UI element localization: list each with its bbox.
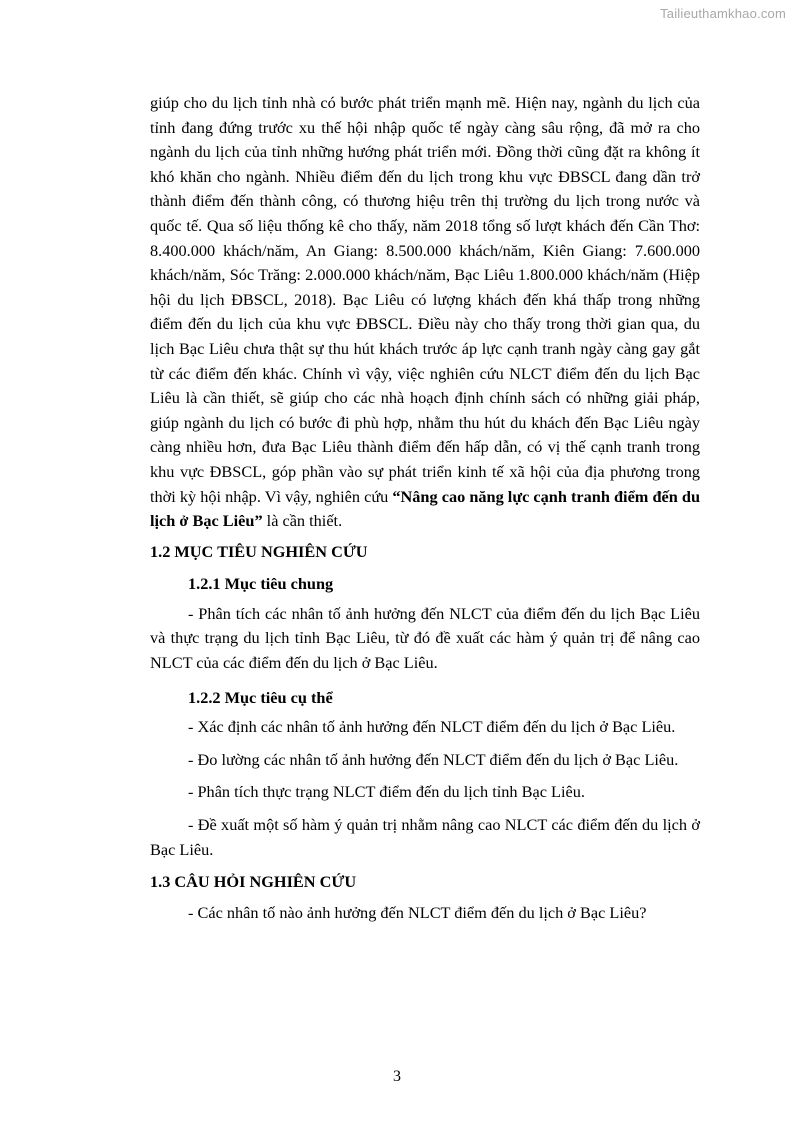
intro-paragraph [150, 91, 700, 534]
general-objective-text: - Phân tích các nhân tố ảnh hưởng đến NLCT của điểm đến du lịch Bạc Liêu và thực trạng du lịch tỉnh Bạc Liêu, từ đó đề xuất các hàm ý quản trị để nâng cao NLCT của các điểm đến du lịch ở Bạc Liêu. [150, 603, 700, 673]
page-number: 3 [393, 1068, 401, 1085]
study-title: “Nâng cao năng lực cạnh tranh điểm đến du lịch ở Bạc Liêu” [150, 486, 700, 531]
document-body [150, 91, 700, 925]
specific-objective-item: - Đo lường các nhân tố ảnh hưởng đến NLCT điểm đến du lịch ở Bạc Liêu. [188, 749, 679, 769]
section-1-2-2-heading: 1.2.2 Mục tiêu cụ thể [188, 687, 333, 707]
research-question-item: - Các nhân tố nào ảnh hưởng đến NLCT điểm đến du lịch ở Bạc Liêu? [188, 902, 647, 922]
watermark: Tailieuthamkhao.com [660, 6, 786, 21]
section-1-2-heading: 1.2 MỤC TIÊU NGHIÊN CỨU [150, 541, 368, 561]
specific-objective-item: - Phân tích thực trạng NLCT điểm đến du lịch tỉnh Bạc Liêu. [188, 782, 585, 802]
section-1-2-1-heading: 1.2.1 Mục tiêu chung [188, 574, 334, 594]
specific-objective-item: - Xác định các nhân tố ảnh hưởng đến NLCT điểm đến du lịch ở Bạc Liêu. [188, 717, 676, 737]
intro-text: giúp cho du lịch tỉnh nhà có bước phát triển mạnh mẽ. Hiện nay, ngành du lịch của tỉnh đang đứng trước xu thế hội nhập quốc tế ngày càng sâu rộng, đã mở ra cho ngành du lịch của tỉnh những hướng phát triển mới. Đồng thời cũng đặt ra không ít khó khăn cho ngành. Nhiều điểm đến du lịch trong khu vực ĐBSCL đang dần trở thành điểm đến thành công, có thương hiệu trên thị trường du lịch trong nước và quốc tế. Qua số liệu thống kê cho thấy, năm 2018 tổng số lượt khách đến Cần Thơ: 8.400.000 khách/năm, An Giang: 8.500.000 khách/năm, Kiên Giang: 7.600.000 khách/năm, Sóc Trăng: 2.000.000 khách/năm, Bạc Liêu 1.800.000 khách/năm (Hiệp hội du lịch ĐBSCL, 2018). Bạc Liêu có lượng khách đến khá thấp trong những điểm đến du lịch của khu vực ĐBSCL. Điều này cho thấy trong thời gian qua, du lịch Bạc Liêu chưa thật sự thu hút khách trước áp lực cạnh tranh ngày càng gay gắt từ các điểm đến khác. Chính vì vậy, việc nghiên cứu NLCT điểm đến du lịch Bạc Liêu là cần thiết, sẽ giúp cho các nhà hoạch định chính sách có những giải pháp, giúp ngành du lịch có bước đi phù hợp, nhằm thu hút du khách đến Bạc Liêu ngày càng nhiều hơn, đưa Bạc Liêu thành điểm đến hấp dẫn, có vị thế cạnh tranh trong khu vực ĐBSCL, góp phần vào sự phát triển kinh tế xã hội của địa phương trong thời kỳ hội nhập. Vì vậy, nghiên cứu [150, 93, 700, 506]
intro-suffix: là cần thiết. [262, 511, 343, 531]
section-1-3-heading: 1.3 CÂU HỎI NGHIÊN CỨU [150, 872, 357, 892]
specific-objective-item: - Đề xuất một số hàm ý quản trị nhằm nâng cao NLCT các điểm đến du lịch ở Bạc Liêu. [150, 815, 700, 859]
